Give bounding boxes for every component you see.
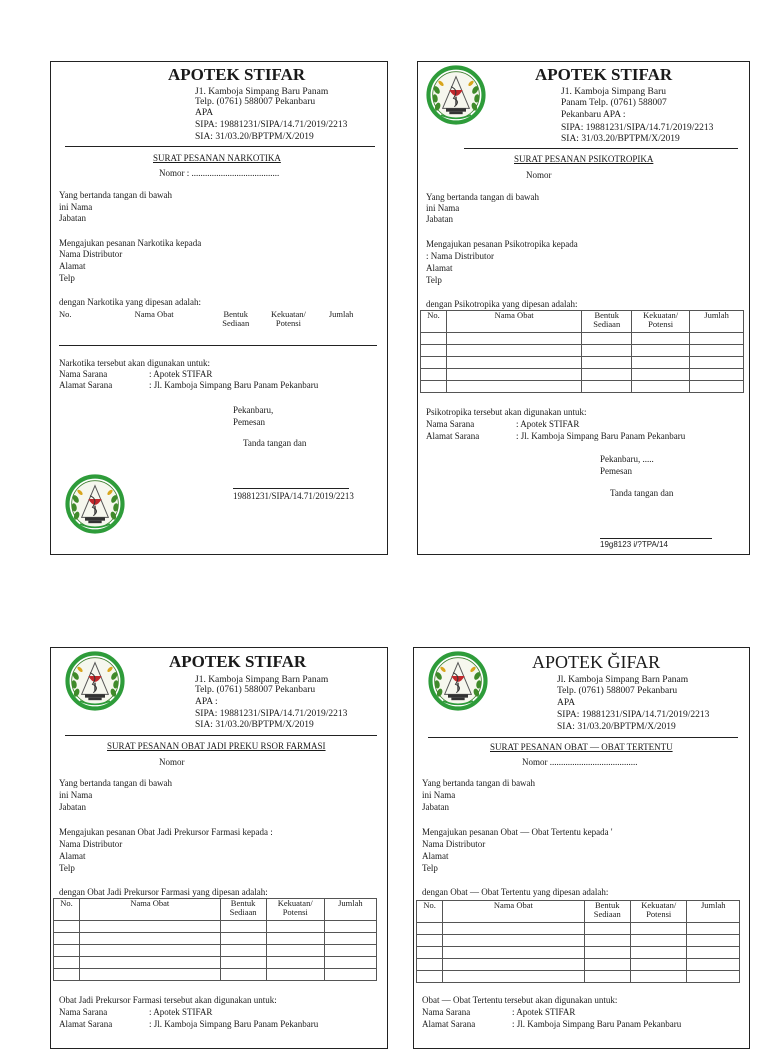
address-line: SIA: 31/03.20/BPTPM/X/2019 [195,132,314,142]
table-row [417,923,740,935]
pharmacy-title: APOTEK STIFAR [169,652,307,671]
column-header: Nama Obat [443,901,584,923]
stifar-logo-icon [426,65,486,125]
signature-label: Tanda tangan dan [610,488,674,498]
column-header: Kekuatan/ Potensi [270,309,306,328]
table-row [421,381,744,393]
sipa-footer: 19g8123 i/?TPA/14 [600,540,668,549]
pharmacy-title: APOTEK STIFAR [535,65,673,84]
request-line: Mengajukan pesanan Psikotropika kepada [426,239,578,249]
sarana-value: : Apotek STIFAR [149,1007,213,1017]
sarana-label: Nama Sarana [59,369,108,379]
sipa-footer: 19881231/SIPA/14.71/2019/2213 [233,491,354,501]
address-line: Telp. (0761) 588007 Pekanbaru [195,685,316,695]
address-line: SIA: 31/03.20/BPTPM/X/2019 [195,720,314,730]
doc-title: SURAT PESANAN OBAT — OBAT TERTENTU [490,742,673,752]
sarana-label: Nama Sarana [426,419,475,429]
distributor-phone: Telp [59,273,75,283]
order-table [420,310,744,393]
alamat-value: : Jl. Kamboja Simpang Baru Panam Pekanbaru [149,1019,319,1029]
distributor-phone: Telp [426,275,442,285]
order-intro: dengan Obat Jadi Prekursor Farmasi yang dipesan adalah: [59,887,268,897]
column-header: Bentuk Sediaan [220,899,266,921]
stifar-logo-icon [428,651,488,711]
address-line: J1. Kamboja Simpang Barn Panam [195,675,329,685]
distributor-address: Alamat [59,261,86,271]
signer-name: ini Nama [59,202,93,212]
order-intro: dengan Narkotika yang dipesan adalah: [59,297,201,307]
request-line: Mengajukan pesanan Narkotika kepada [59,238,202,248]
column-header: No. [59,309,72,319]
address-line: SIPA: 19881231/SIPA/14.71/2019/2213 [561,123,714,133]
signer-name: ini Nama [59,790,93,800]
pharmacy-title: APOTEK STIFAR [168,65,306,84]
signature-line [600,538,712,539]
table-row [421,369,744,381]
nomor-field: Nomor ....................................... [522,757,638,767]
signer-name: ini Nama [426,203,460,213]
address-line: SIA: 31/03.20/BPTPM/X/2019 [557,722,676,732]
alamat-label: Alamat Sarana [59,1019,113,1029]
address-line: Pekanbaru APA : [561,110,626,120]
order-intro: dengan Obat — Obat Tertentu yang dipesan adalah: [422,887,609,897]
usage-text: Narkotika tersebut akan digunakan untuk: [59,358,210,368]
column-header: Kekuatan/ Potensi [266,899,324,921]
signature-line [233,488,349,489]
column-header: Jumlah [328,309,354,319]
address-line: SIA: 31/03.20/BPTPM/X/2019 [561,134,680,144]
table-header-row [54,899,377,921]
alamat-label: Alamat Sarana [59,380,113,390]
signer-line: Yang bertanda tangan di bawah [59,190,173,200]
place-date: Pekanbaru, [233,405,274,415]
request-line: Mengajukan pesanan Obat — Obat Tertentu kepada ' [422,827,613,837]
order-form-prekursor [50,647,388,1049]
header-divider [65,735,377,736]
sarana-value: : Apotek STIFAR [149,369,213,379]
alamat-value: : Jl. Kamboja Simpang Baru Panam Pekanbaru [149,380,319,390]
sarana-label: Nama Sarana [422,1007,471,1017]
address-line: SIPA: 19881231/SIPA/14.71/2019/2213 [195,709,348,719]
column-header: No. [421,311,447,333]
address-line: SIPA: 19881231/SIPA/14.71/2019/2213 [195,120,348,130]
address-line: Telp. (0761) 588007 Pekanbaru [195,97,316,107]
nomor-field: Nomor [526,170,552,180]
distributor-name: Nama Distributor [59,249,123,259]
distributor-address: Alamat [426,263,453,273]
distributor-address: Alamat [422,851,449,861]
table-row [54,957,377,969]
address-line: Panam Telp. (0761) 588007 [561,98,667,108]
alamat-label: Alamat Sarana [426,431,480,441]
pharmacy-title: APOTEK ĞIFAR [532,652,661,672]
signature-label: Tanda tangan dan [243,438,307,448]
distributor-name: Nama Distributor [59,839,123,849]
signer-position: Jabatan [426,214,453,224]
address-line: APA [557,698,576,708]
pemesan-label: Pemesan [600,466,632,476]
table-row [54,969,377,981]
place-date: Pekanbaru, ..... [600,454,654,464]
sarana-label: Nama Sarana [59,1007,108,1017]
sarana-value: : Apotek STIFAR [516,419,580,429]
order-table [57,310,367,328]
stifar-logo-icon [65,474,125,534]
column-header: Jumlah [690,311,744,333]
header-divider [428,737,738,738]
signer-line: Yang bertanda tangan di bawah [422,778,536,788]
alamat-label: Alamat Sarana [422,1019,476,1029]
table-row [54,945,377,957]
signer-line: Yang bertanda tangan di bawah [59,778,173,788]
distributor-name: Nama Distributor [422,839,486,849]
distributor-name: : Nama Distributor [426,251,494,261]
column-header: Kekuatan/ Potensi [632,311,690,333]
header-divider [464,148,738,149]
column-header: Bentuk Sediaan [222,309,250,328]
table-row [421,333,744,345]
table-row [54,933,377,945]
order-intro: dengan Psikotropika yang dipesan adalah: [426,299,578,309]
table-header-row [421,311,744,333]
order-table [416,900,740,983]
column-header: Bentuk Sediaan [582,311,632,333]
pemesan-label: Pemesan [233,417,265,427]
column-header: Nama Obat [134,309,174,319]
distributor-phone: Telp [59,863,75,873]
column-header: Kekuatan/ Potensi [630,901,687,923]
address-line: J1. Kamboja Simpang Baru Panam [195,87,329,97]
signer-position: Jabatan [422,802,449,812]
column-header: No. [54,899,80,921]
usage-text: Psikotropika tersebut akan digunakan untuk: [426,407,587,417]
sarana-value: : Apotek STIFAR [512,1007,576,1017]
table-bottom-line [59,345,377,346]
header-divider [65,146,375,147]
address-line: Jl. Kamboja Simpang Barn Panam [557,675,689,685]
order-form-psikotropika [417,61,750,555]
usage-text: Obat — Obat Tertentu tersebut akan digunakan untuk: [422,995,618,1005]
alamat-value: : Jl. Kamboja Simpang Baru Panam Pekanbaru [512,1019,682,1029]
address-line: SIPA: 19881231/SIPA/14.71/2019/2213 [557,710,710,720]
address-line: APA [195,108,214,118]
order-form-narkotika [50,61,388,555]
doc-title: SURAT PESANAN OBAT JADI PREKU RSOR FARMASI [107,741,326,751]
nomor-field: Nomor [159,757,185,767]
doc-title: SURAT PESANAN NARKOTIKA [153,153,281,163]
column-header: No. [417,901,443,923]
table-row [421,357,744,369]
request-line: Mengajukan pesanan Obat Jadi Prekursor Farmasi kepada : [59,827,273,837]
table-header-row [57,310,367,328]
table-row [417,947,740,959]
column-header: Jumlah [324,899,376,921]
column-header: Bentuk Sediaan [584,901,630,923]
doc-title: SURAT PESANAN PSIKOTROPIKA [514,154,654,164]
address-line: J1. Kamboja Simpang Baru [561,87,667,97]
order-table [53,898,377,981]
table-row [54,921,377,933]
stifar-logo-icon [65,651,125,711]
signer-position: Jabatan [59,802,86,812]
column-header: Jumlah [687,901,740,923]
address-line: APA : [195,697,218,707]
usage-text: Obat Jadi Prekursor Farmasi tersebut akan digunakan untuk: [59,995,277,1005]
column-header: Nama Obat [446,311,581,333]
table-row [417,959,740,971]
table-row [417,971,740,983]
distributor-phone: Telp [422,863,438,873]
column-header: Nama Obat [80,899,220,921]
signer-line: Yang bertanda tangan di bawah [426,192,540,202]
alamat-value: : Jl. Kamboja Simpang Baru Panam Pekanbaru [516,431,686,441]
table-header-row [417,901,740,923]
signer-position: Jabatan [59,213,86,223]
table-row [417,935,740,947]
table-row [421,345,744,357]
address-line: Telp. (0761) 588007 Pekanbaru [557,686,678,696]
distributor-address: Alamat [59,851,86,861]
order-form-obat-tertentu [413,647,750,1049]
signer-name: ini Nama [422,790,456,800]
nomor-field: Nomor : ....................................... [159,168,280,178]
